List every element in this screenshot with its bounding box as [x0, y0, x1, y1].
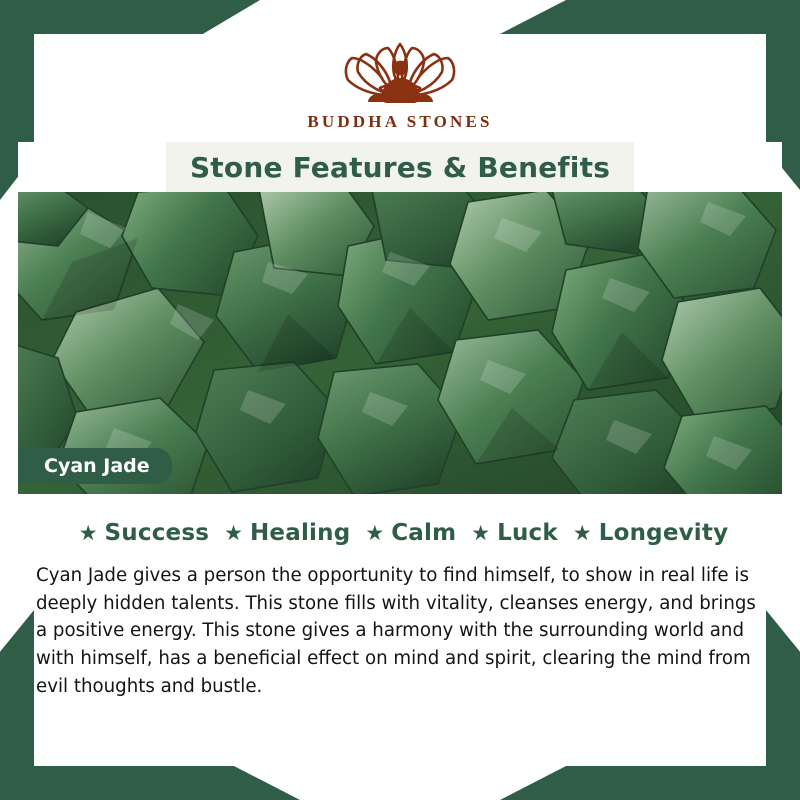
benefit-item-calm: Calm: [391, 520, 457, 546]
benefit-item-luck: Luck: [497, 520, 558, 546]
stone-photo: [18, 192, 782, 494]
star-icon: ★: [365, 521, 385, 545]
star-icon: ★: [224, 521, 243, 545]
brand-header: [18, 14, 782, 142]
brand-name: BUDDHA STONES: [307, 112, 493, 131]
description-text: Cyan Jade gives a person the opportunity to find himself, to show in real life is deeply hidden talents. This stone fills with vitality, cleanses energy, and brings a positive energy. This stone gives a harmony with the surrounding world and with himself, has a beneficial effect on mind and spirit, clearing the mind from evil thoughts and bustle.: [36, 565, 756, 697]
benefit-item-success: Success: [104, 520, 210, 546]
star-icon: ★: [78, 521, 98, 545]
stone-name-badge: Cyan Jade: [18, 448, 172, 484]
benefit-item-healing: Healing: [249, 520, 351, 546]
star-icon: ★: [572, 521, 592, 545]
bottom-spacer: [18, 700, 782, 786]
star-icon: ★: [471, 521, 491, 545]
section-title-band: [18, 142, 782, 192]
benefits-list: [18, 494, 782, 552]
content-area: [18, 14, 782, 786]
benefit-item-longevity: Longevity: [598, 520, 729, 546]
page-title: Stone Features & Benefits: [189, 150, 611, 184]
lotus-meditation-icon: [308, 28, 493, 110]
